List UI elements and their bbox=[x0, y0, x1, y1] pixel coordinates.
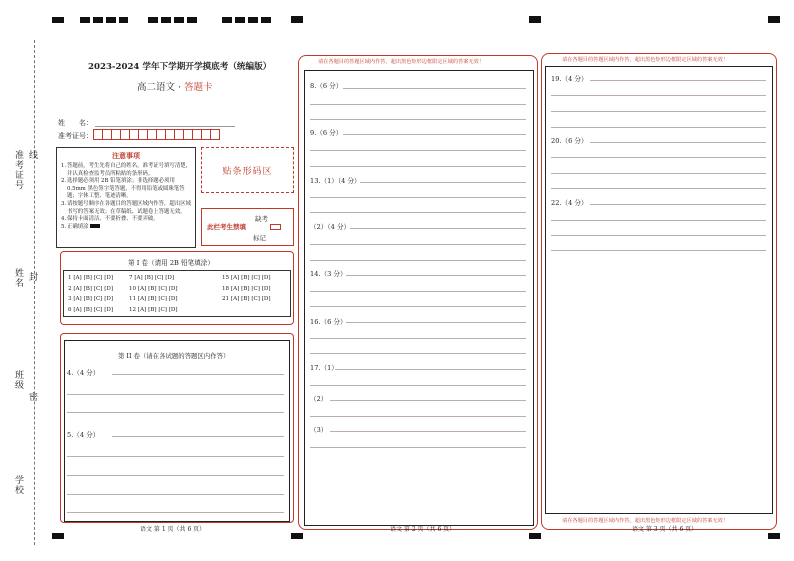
page2-header-note: 请在各题目的答题区域内作答，超出黑色矩形边框限定区域的答案无效！ bbox=[318, 59, 485, 65]
bubble-row[interactable]: 18 [A] [B] [C] [D] bbox=[222, 285, 271, 292]
question-17-part2-label: （2） bbox=[310, 395, 328, 403]
side-label-line: 线 bbox=[27, 150, 37, 160]
bubble-row[interactable]: 11 [A] [B] [C] [D] bbox=[129, 296, 178, 302]
page3-bottom-note: 请在各题目的答题区域内作答，超出黑色矩形边框限定区域的答案无效！ bbox=[562, 518, 729, 524]
answer-line[interactable] bbox=[310, 166, 526, 167]
exam-no-label: 准考证号： bbox=[58, 132, 93, 140]
side-label-seal: 封 bbox=[27, 272, 37, 282]
answer-line[interactable] bbox=[310, 338, 526, 339]
answer-line[interactable] bbox=[590, 80, 766, 81]
timing-mark bbox=[291, 16, 303, 23]
answer-line[interactable] bbox=[551, 157, 766, 158]
answer-line[interactable] bbox=[67, 494, 284, 495]
answer-line[interactable] bbox=[343, 88, 526, 89]
absent-box bbox=[201, 208, 294, 246]
answer-line[interactable] bbox=[350, 228, 526, 229]
answer-line[interactable] bbox=[67, 412, 284, 413]
answer-line[interactable] bbox=[590, 142, 766, 143]
answer-line[interactable] bbox=[551, 235, 766, 236]
answer-line[interactable] bbox=[335, 369, 526, 370]
answer-line[interactable] bbox=[551, 111, 766, 112]
timing-mark bbox=[222, 17, 274, 23]
bubble-row[interactable]: 12 [A] [B] [C] [D] bbox=[129, 306, 178, 313]
side-label-school: 学校 bbox=[13, 475, 23, 495]
timing-mark bbox=[148, 17, 200, 23]
bubble-col-3 bbox=[222, 275, 271, 307]
bubble-col-1 bbox=[68, 275, 113, 317]
question-13-part2-label: （2）（4 分） bbox=[310, 223, 351, 231]
card-subtitle-main: 高二语文 · bbox=[137, 82, 185, 93]
barcode-area-label: 贴条形码区 bbox=[222, 166, 273, 177]
answer-line[interactable] bbox=[310, 306, 526, 307]
card-subtitle bbox=[137, 79, 213, 93]
page3-footer: 语文 第 3 页（共 6 页） bbox=[632, 526, 698, 533]
card-subtitle-accent: 答题卡 bbox=[184, 82, 213, 93]
answer-line[interactable] bbox=[310, 119, 526, 120]
answer-line[interactable] bbox=[551, 250, 766, 251]
bubble-row[interactable]: 3 [A] [B] [C] [D] bbox=[68, 296, 114, 302]
timing-mark bbox=[768, 16, 780, 23]
question-13-label: 13.（1）（4 分） bbox=[310, 177, 361, 185]
bubble-row[interactable]: 10 [A] [B] [C] [D] bbox=[129, 285, 178, 292]
question-19-label: 19.（4 分） bbox=[551, 75, 588, 83]
answer-line[interactable] bbox=[310, 385, 526, 386]
answer-line[interactable] bbox=[310, 353, 526, 354]
exam-no-boxes[interactable] bbox=[93, 129, 219, 140]
absent-line2: 标记 bbox=[253, 234, 266, 242]
question-17-label: 17.（1） bbox=[310, 364, 338, 372]
answer-line[interactable] bbox=[551, 220, 766, 221]
timing-mark bbox=[52, 17, 64, 23]
question-22-label: 22.（4 分） bbox=[551, 199, 588, 207]
timing-mark bbox=[52, 533, 64, 539]
question-16-label: 16.（6 分） bbox=[310, 318, 347, 326]
timing-mark bbox=[291, 533, 303, 539]
absent-line1: 缺考 bbox=[255, 215, 268, 223]
filled-sample-mark bbox=[90, 224, 100, 228]
side-label-class: 班级 bbox=[13, 370, 23, 390]
answer-line[interactable] bbox=[551, 188, 766, 189]
answer-line[interactable] bbox=[330, 431, 526, 432]
answer-line[interactable] bbox=[330, 400, 526, 401]
bubble-row[interactable]: 15 [A] [B] [C] [D] bbox=[222, 275, 271, 281]
answer-line[interactable] bbox=[67, 394, 284, 395]
answer-line[interactable] bbox=[310, 291, 526, 292]
bubble-row[interactable]: 21 [A] [B] [C] [D] bbox=[222, 296, 271, 302]
side-label-secret: 密 bbox=[27, 392, 37, 402]
page3-answer-box bbox=[545, 66, 773, 514]
answer-line[interactable] bbox=[346, 322, 526, 323]
question-8-label: 8.（6 分） bbox=[310, 82, 343, 90]
answer-line[interactable] bbox=[310, 244, 526, 245]
side-label-exam-no: 准考证号 bbox=[13, 150, 23, 190]
page2-answer-box bbox=[304, 70, 534, 526]
timing-mark bbox=[529, 533, 541, 539]
absent-label: 此栏考生禁填 bbox=[207, 223, 246, 231]
answer-line[interactable] bbox=[310, 447, 526, 448]
section1-title: 第 I 卷（请用 2B 铅笔填涂） bbox=[128, 259, 214, 267]
notice-panel bbox=[56, 147, 196, 248]
answer-line[interactable] bbox=[310, 150, 526, 151]
bubble-row[interactable]: 2 [A] [B] [C] [D] bbox=[68, 285, 114, 292]
answer-line[interactable] bbox=[551, 95, 766, 96]
notice-item: 5. 正确填涂 bbox=[61, 224, 191, 232]
notice-item: 2. 选择题必须用 2B 铅笔填涂；非选择题必须用 0.5mm 黑色签字笔答题，不得用铅笔或圆珠笔答题；字体工整、笔迹清晰。 bbox=[61, 178, 185, 200]
name-label: 姓 名： bbox=[58, 119, 93, 127]
name-field-line[interactable] bbox=[95, 126, 235, 127]
binding-dash-line bbox=[34, 40, 35, 545]
bubble-row[interactable]: 1 [A] [B] [C] [D] bbox=[68, 275, 114, 281]
answer-line[interactable] bbox=[310, 416, 526, 417]
question-4-label: 4.（4 分） bbox=[67, 369, 100, 377]
answer-line[interactable] bbox=[310, 212, 526, 213]
answer-line[interactable] bbox=[310, 104, 526, 105]
page2-footer: 语文 第 2 页（共 6 页） bbox=[390, 526, 456, 533]
answer-line[interactable] bbox=[310, 197, 526, 198]
answer-line[interactable] bbox=[590, 204, 766, 205]
section2-title: 第 II 卷（请在各试题的答题区内作答） bbox=[118, 352, 230, 360]
question-14-label: 14.（3 分） bbox=[310, 270, 347, 278]
answer-line[interactable] bbox=[343, 134, 526, 135]
barcode-area bbox=[201, 147, 294, 193]
timing-mark bbox=[529, 16, 541, 23]
answer-line[interactable] bbox=[551, 173, 766, 174]
side-label-name: 姓名 bbox=[13, 268, 23, 288]
answer-line[interactable] bbox=[67, 512, 284, 513]
notice-title: 注意事项 bbox=[112, 151, 140, 160]
answer-line[interactable] bbox=[310, 260, 526, 261]
notice-item: 1. 答题前，考生先将自己的姓名，准考证号填写清楚，并认真检查监考员所粘贴的条形码。 bbox=[61, 163, 191, 177]
answer-line[interactable] bbox=[112, 436, 284, 437]
notice-item: 3. 请按题号顺序在各题目的答题区域内作答，超出区域书写的答案无效；在草稿纸、试题卷上答题无效。 bbox=[61, 200, 191, 215]
notice-item: 4. 保持卡面清洁，不要折叠、不要弄破。 bbox=[61, 216, 159, 223]
question-9-label: 9.（6 分） bbox=[310, 129, 343, 137]
bubble-row[interactable]: 7 [A] [B] [C] [D] bbox=[129, 275, 175, 281]
exam-title: 2023-2024 学年下学期开学摸底考（统编版） bbox=[88, 62, 272, 72]
answer-line[interactable] bbox=[551, 127, 766, 128]
bubble-row[interactable]: 6 [A] [B] [C] [D] bbox=[68, 306, 114, 313]
timing-mark bbox=[768, 533, 780, 539]
answer-line[interactable] bbox=[67, 456, 284, 457]
question-5-label: 5.（4 分） bbox=[67, 431, 100, 439]
page1-footer: 语文 第 1 页（共 6 页） bbox=[140, 526, 206, 533]
question-17-part3-label: （3） bbox=[310, 426, 328, 434]
answer-line[interactable] bbox=[346, 275, 526, 276]
absent-checkbox[interactable] bbox=[270, 224, 281, 230]
bubble-col-2 bbox=[129, 275, 178, 317]
question-20-label: 20.（6 分） bbox=[551, 137, 588, 145]
answer-line[interactable] bbox=[112, 374, 284, 375]
page3-header-note: 请在各题目的答题区域内作答，超出黑色矩形边框限定区域的答案无效！ bbox=[562, 57, 729, 63]
answer-line[interactable] bbox=[360, 182, 526, 183]
answer-line[interactable] bbox=[67, 475, 284, 476]
timing-mark bbox=[80, 17, 128, 23]
